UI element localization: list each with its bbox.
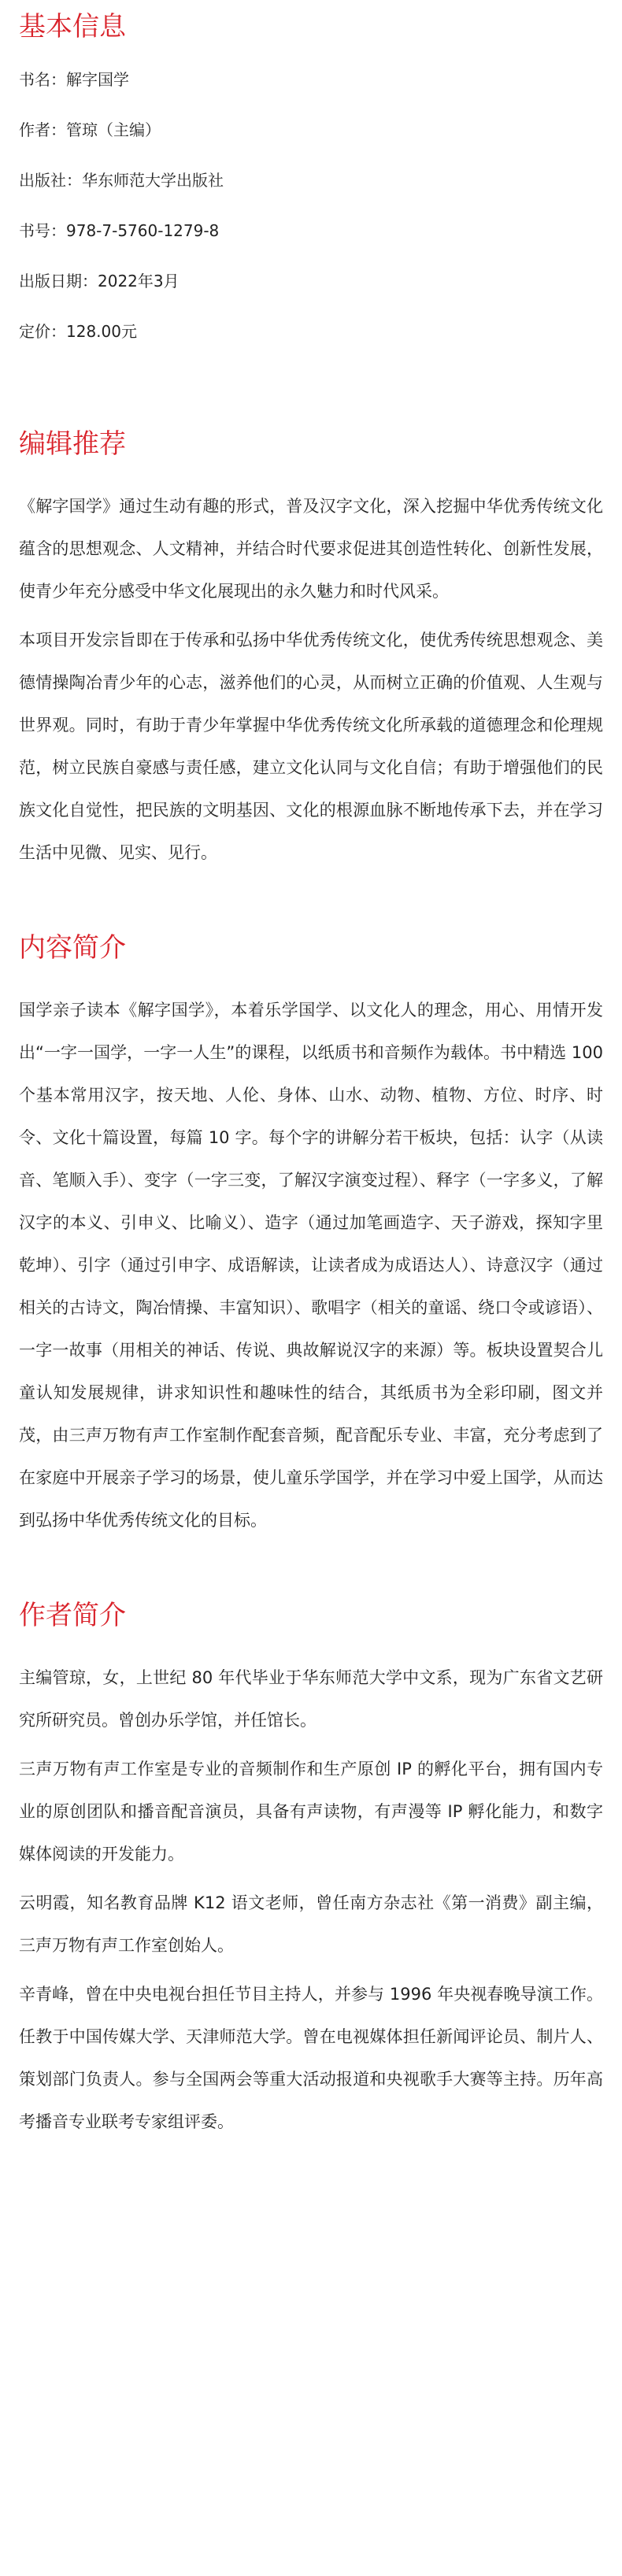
content-summary-section (19, 931, 603, 1542)
author-line: 作者：管琼（主编） (19, 120, 161, 139)
author-paragraph: 云明霞，知名教育品牌 K12 语文老师，曾任南方杂志社《第一消费》副主编，三声万物有声工作室创始人。 (19, 1893, 603, 1955)
summary-paragraph: 国学亲子读本《解字国学》，本着乐学国学、以文化人的理念，用心、用情开发出“一字一国学，一字一人生”的课程，以纸质书和音频作为载体。书中精选 100 个基本常用汉字，按天地、人伦、身体、山水、动物、植物、方位、时序、时令、文化十篇设置，每篇 10 字。每个字的讲解分若干板块，包括：认字（从读音、笔顺入手）、变字（一字三变，了解汉字演变过程）、释字（一字多义，了解汉字的本义、引申义、比喻义）、造字（通过加笔画造字、天子游戏，探知字里乾坤）、引字（通过引申字、成语解读，让读者成为成语达人）、诗意汉字（通过相关的古诗文，陶冶情操、丰富知识）、歌唱字（相关的童谣、绕口令或谚语）、一字一故事（用相关的神话、传说、典故解说汉字的来源）等。板块设置契合儿童认知发展规律，讲求知识性和趣味性的结合，其纸质书为全彩印刷，图文并茂，由三声万物有声工作室制作配套音频，配音配乐专业、丰富，充分考虑到了在家庭中开展亲子学习的场景，使儿童乐学国学，并在学习中爱上国学，从而达到弘扬中华优秀传统文化的目标。 (19, 1001, 603, 1530)
editor-recommend-section (19, 427, 603, 874)
book-title-line: 书名：解字国学 (19, 70, 129, 89)
basic-info-heading: 基本信息 (19, 11, 126, 43)
recommend-paragraph: 《解字国学》通过生动有趣的形式，普及汉字文化，深入挖掘中华优秀传统文化蕴含的思想观念、人文精神，并结合时代要求促进其创造性转化、创新性发展，使青少年充分感受中华文化展现出的永久魅力和时代风采。 (19, 497, 603, 601)
basic-info-section (19, 9, 603, 343)
author-intro-section (19, 1598, 603, 2143)
isbn-line: 书号：978-7-5760-1279-8 (19, 221, 220, 240)
publish-date-line: 出版日期：2022年3月 (19, 272, 180, 291)
author-paragraph: 三声万物有声工作室是专业的音频制作和生产原创 IP 的孵化平台，拥有国内专业的原创团队和播音配音演员，具备有声读物，有声漫等 IP 孵化能力，和数字媒体阅读的开发能力。 (19, 1760, 603, 1864)
author-paragraph: 主编管琼，女，上世纪 80 年代毕业于华东师范大学中文系，现为广东省文艺研究所研究员。曾创办乐学馆，并任馆长。 (19, 1668, 603, 1730)
editor-recommend-heading: 编辑推荐 (19, 428, 126, 460)
author-intro-heading: 作者简介 (19, 1600, 126, 1631)
recommend-paragraph: 本项目开发宗旨即在于传承和弘扬中华优秀传统文化，使优秀传统思想观念、美德情操陶冶青少年的心志，滋养他们的心灵，从而树立正确的价值观、人生观与世界观。同时，有助于青少年掌握中华优秀传统文化所承载的道德理念和伦理规范，树立民族自豪感与责任感，建立文化认同与文化自信；有助于增强他们的民族文化自觉性，把民族的文明基因、文化的根源血脉不断地传承下去，并在学习生活中见微、见实、见行。 (19, 631, 603, 862)
publisher-line: 出版社：华东师范大学出版社 (19, 171, 224, 190)
price-line: 定价：128.00元 (19, 322, 137, 341)
content-summary-heading: 内容简介 (19, 932, 126, 964)
author-paragraph: 辛青峰，曾在中央电视台担任节目主持人，并参与 1996 年央视春晚导演工作。任教于中国传媒大学、天津师范大学。曾在电视媒体担任新闻评论员、制片人、策划部门负责人。参与全国两会等重大活动报道和央视歌手大赛等主持。历年高考播音专业联考专家组评委。 (19, 1985, 603, 2131)
